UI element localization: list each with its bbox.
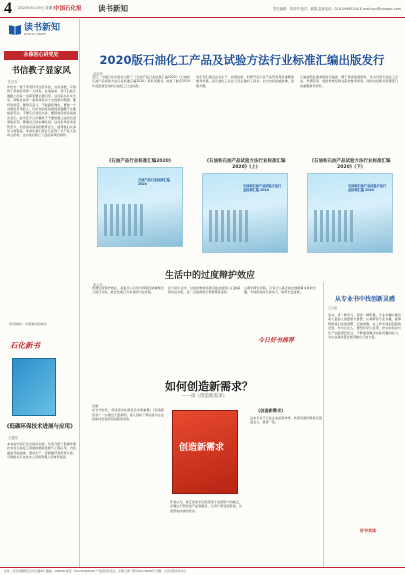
page-number: 4 <box>4 0 12 17</box>
brand-subtitle: DUSHU XINZHI <box>24 32 47 36</box>
main-column-3: 汇编按照标准类别进行编排，便于读者查阅使用。该书可供石油化工企业、科研院所、质检机构及相关院校参考使用，同时也是相关管理部门的重要参考资料。 <box>300 75 398 88</box>
book-3 <box>304 159 396 251</box>
page-header <box>0 0 405 18</box>
demand-book-title: 《创造新需求》 <box>256 408 286 413</box>
left-book-author: 王建国 <box>8 436 18 440</box>
third-article-column-2: 作者认为，真正的需求创造者善于发现用户的痛点，并通过不断改进产品和服务，让用户感受到价值，从而形成持续的需求。 <box>170 500 242 513</box>
third-article-column-3: 这本书对于石化企业拓展市场、转型发展同样具有借鉴意义，值得一读。 <box>250 416 322 425</box>
left-book-cover <box>12 358 56 416</box>
book-1-title: 《石油产品行业标准汇编2020》 <box>106 159 174 164</box>
book-recommendation-stamp: 今日好书推荐 <box>258 337 295 344</box>
demand-book-cover-title: 创造新需求 <box>179 443 225 453</box>
second-article-title: 生活中的过度辩护效应 <box>165 271 256 281</box>
second-article-column-3: 心理学研究表明，只有让人真正体会到做事本身的乐趣，才能形成持久的动力，取得长远成效。 <box>244 286 316 295</box>
refinery-illustration <box>104 204 144 236</box>
brand-name: 读书新知 <box>24 23 61 33</box>
page-footer: 社址：北京市朝阳区吉市口路9号 邮编：100020 电话：010-59963240 广告经营许可证：京朝工商广登字20170058号 印刷：人民日报印务中心 <box>0 567 405 575</box>
section-brand <box>8 20 78 42</box>
book-3-cover-title: 石油和石油产品试验方法行业标准汇编 2020 <box>348 184 387 192</box>
left-book-body: 本书由中国石化出版社出版，系统介绍了低碳环保技术在石油化工领域的最新进展与工程应用，内容涵盖节能减排、清洁生产、资源循环利用等方面，可供相关专业技术人员和管理人员参考阅读。 <box>7 442 76 460</box>
left-article-body: 许世友一辈子用笔杆写过很多信，言传身教，写信教子是他家风的一大特色。在他看来，孩子们成长道路上的每一步都需要正确引导。这些家书朴实无华，却饱含着老一辈革命家对子女的殷切期望：要听党的话，要艰苦奋斗，不能搞特殊化，要做一个对国家有用的人。许世友的家信里经常提醒子女要热爱劳动，不要忘记农民出身，要经常回老家看看乡亲们。信中还专门叮嘱孩子不要依靠父亲的名望谋取私利，要靠自己的本事吃饭。这些家风家训流传至今，仍然具有深刻的教育意义，值得我们认真学习和借鉴。革命先辈们用言行诠释了共产党人的初心使命，也为我们树立了良好家风的榜样。 <box>7 85 76 138</box>
demand-book-cover <box>172 410 238 494</box>
book-2-cover <box>202 173 288 253</box>
main-headline: 2020版石油化工产品及试验方法行业标准汇编出版发行 <box>99 53 385 67</box>
rail-article-body: 读书，是一种学习，更是一种积累。专业书籍中蕴含着大量前人的经验与智慧，认真研读专业书籍，能够帮助我们拓宽视野、启迪思维，在工作中找到创新的灵感。作为石化人，要坚持学以致用，把书本知识与生产实践紧密结合，不断提高解决实际问题的能力，为企业高质量发展贡献自己的力量。 <box>328 313 401 340</box>
third-article-column-1-text: 在当今时代，创造需求比满足需求更重要。《创造新需求》一书通过大量案例，深入剖析了那些成功企业是如何发现并创造新需求的。 <box>92 408 164 422</box>
issue-date: 2020年6月19日 星期五 <box>18 6 56 10</box>
third-article-author: 吕晓 <box>92 404 99 408</box>
book-1-cover <box>97 167 183 247</box>
rail-article-title: 从专业书中找创新灵感 <box>334 296 395 303</box>
main-column-1: 近日，中国石化出版社出版了《石油产品行业标准汇编2020》《石油和石油产品试验方法行业标准汇编2020》等系列图书，收录了截至2019年底批准发布的石油化工行业标准。 <box>92 75 190 88</box>
rail-article-author: 王志强 <box>328 306 338 310</box>
book-2 <box>199 159 291 251</box>
book-3-cover <box>307 173 393 253</box>
main-column-2: 该系列汇编对企业生产、质量检验、科研开发以及产品贸易具有重要的参考价值，是石油化工从业人员必备的工具书。全书内容权威准确，查阅方便。 <box>196 75 294 88</box>
section-title: 读书新知 <box>98 4 128 13</box>
left-book-title: 《低碳环保技术进展与应用》 <box>4 424 76 430</box>
refinery-illustration <box>209 210 249 242</box>
book-2-cover-title: 石油和石油产品试验方法行业标准汇编 2020 <box>243 184 282 192</box>
second-article-column-1: 所谓过度辩护效应，是指当人们用外部原因来解释自己的行为时，就会忽视行为本身的内在价值。 <box>92 286 164 295</box>
rail-stamp: 好书共读 <box>360 528 376 533</box>
standards-books-row <box>90 159 400 254</box>
new-books-banner <box>6 340 76 352</box>
left-article-title: 书信教子显家风 <box>11 66 71 76</box>
editor-credits: 责任编辑：刘卓华 版式：黄露 监督电话：010-59963240 E-mail:syx@sinopec.com <box>273 7 401 11</box>
refinery-illustration <box>314 210 354 242</box>
left-article-footnote: （作者单位：中原油田某单位） <box>7 322 50 326</box>
book-1-cover-title: 石油产品行业标准汇编 2020 <box>138 178 170 186</box>
book-3-title: 《石油和石油产品试验方法行业标准汇编2020》(下) <box>309 159 391 170</box>
new-books-label: 石化新书 <box>10 341 40 350</box>
book-1 <box>94 159 186 251</box>
third-article-subtitle: ——读《创造新需求》 <box>182 394 227 399</box>
left-article-author: 孔庆东 <box>8 80 18 84</box>
book-2-title: 《石油和石油产品试验方法行业标准汇编2020》(上) <box>204 159 286 170</box>
second-article-author: 张心玲 <box>93 283 103 287</box>
open-book-icon <box>8 22 22 36</box>
main-byline: 孙乐萍 <box>93 72 103 76</box>
column-tag: 永葆初心讲党史 <box>4 51 78 60</box>
third-article-title: 如何创造新需求？ <box>165 380 253 393</box>
paper-name: 中国石化报 <box>54 6 82 12</box>
third-article-column-1 <box>92 404 164 554</box>
second-article-column-2: 在日常生活中，过度的物质奖励可能会削弱人们做事的内在动机，这一点值得家长和管理者深思。 <box>168 286 240 295</box>
